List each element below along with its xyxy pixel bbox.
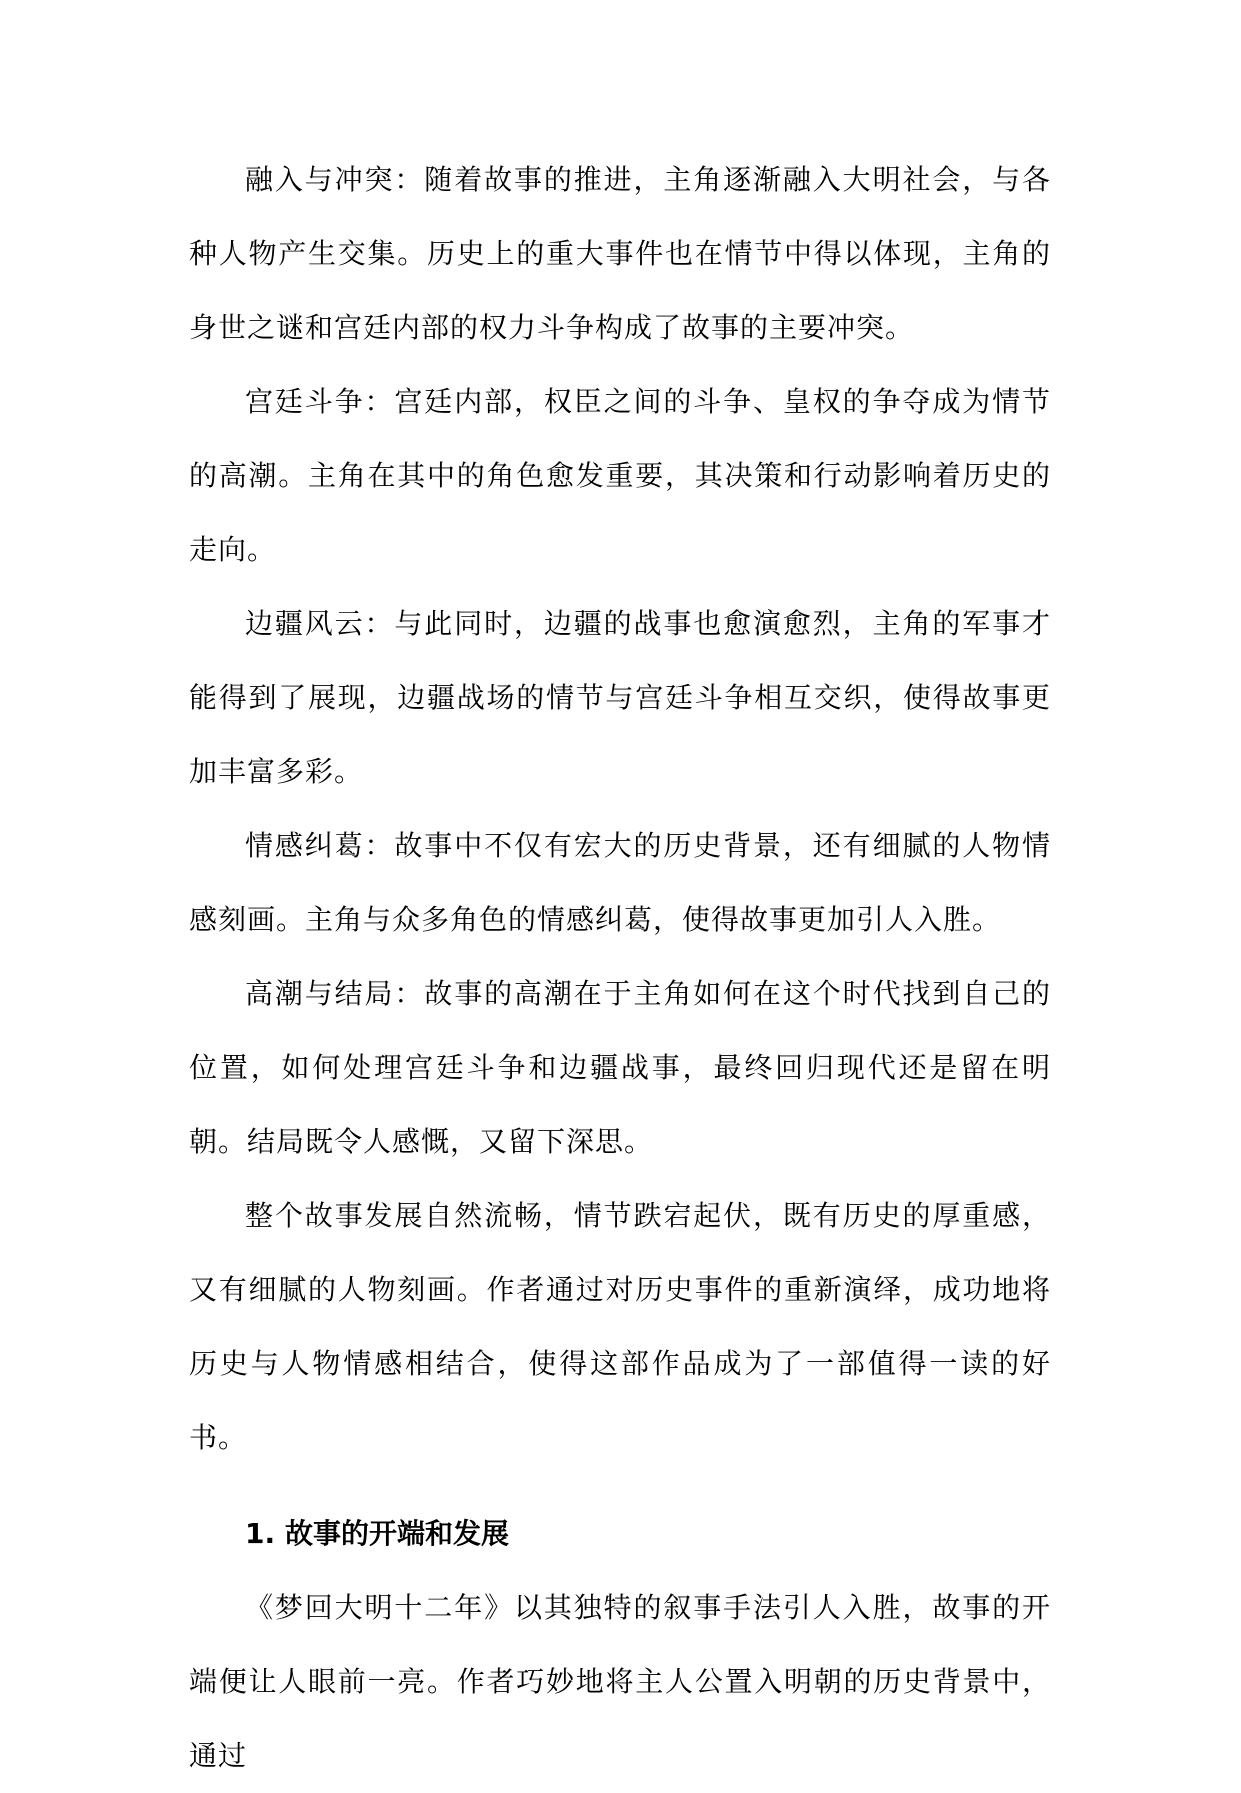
paragraph-section-intro: 《梦回大明十二年》以其独特的叙事手法引人入胜，故事的开端便让人眼前一亮。作者巧妙地将主人公置入明朝的历史背景中，通过 (189, 1591, 1051, 1772)
section-heading-number: 1. (245, 1517, 276, 1550)
paragraph-summary: 整个故事发展自然流畅，情节跌宕起伏，既有历史的厚重感，又有细腻的人物刻画。作者通过对历史事件的重新演绎，成功地将历史与人物情感相结合，使得这部作品成为了一部值得一读的好书。 (189, 1199, 1051, 1454)
paragraph-palace-struggle: 宫廷斗争：宫廷内部，权臣之间的斗争、皇权的争夺成为情节的高潮。主角在其中的角色愈发重要，其决策和行动影响着历史的走向。 (189, 385, 1051, 566)
paragraph-emotional-entanglement: 情感纠葛：故事中不仅有宏大的历史背景，还有细腻的人物情感刻画。主角与众多角色的情感纠葛，使得故事更加引人入胜。 (189, 829, 1051, 936)
paragraph-integration-conflict: 融入与冲突：随着故事的推进，主角逐渐融入大明社会，与各种人物产生交集。历史上的重大事件也在情节中得以体现，主角的身世之谜和宫廷内部的权力斗争构成了故事的主要冲突。 (189, 163, 1051, 344)
section-heading-title: 故事的开端和发展 (285, 1517, 510, 1550)
section-heading (189, 1497, 1051, 1571)
paragraph-frontier: 边疆风云：与此同时，边疆的战事也愈演愈烈，主角的军事才能得到了展现，边疆战场的情节与宫廷斗争相互交织，使得故事更加丰富多彩。 (189, 607, 1051, 788)
document-page (189, 143, 1051, 1793)
paragraph-climax-ending: 高潮与结局：故事的高潮在于主角如何在这个时代找到自己的位置，如何处理宫廷斗争和边疆战事，最终回归现代还是留在明朝。结局既令人感慨，又留下深思。 (189, 977, 1051, 1158)
